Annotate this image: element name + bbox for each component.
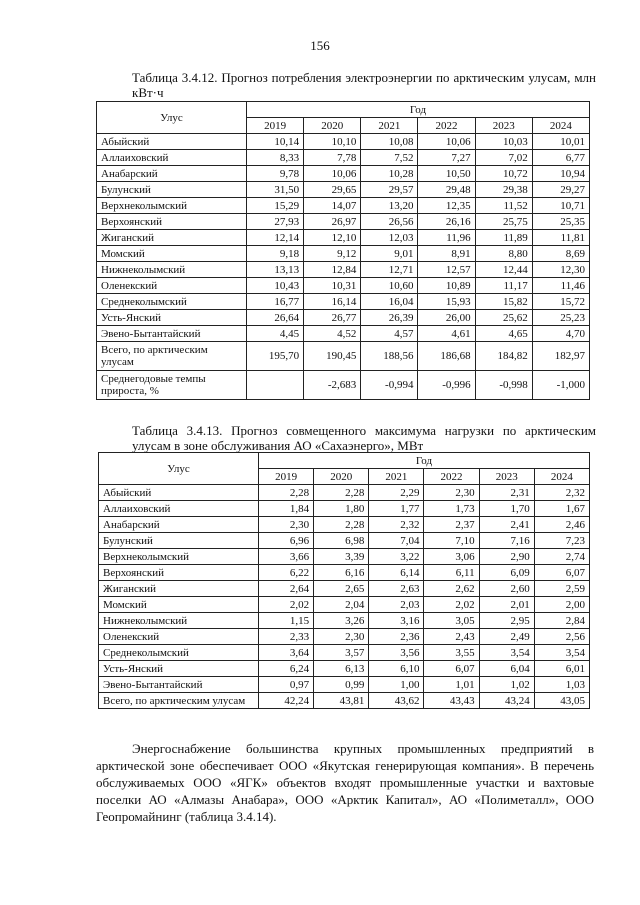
table-cell: 6,04 <box>479 661 534 677</box>
table-cell: 1,15 <box>259 613 314 629</box>
table-cell: 8,33 <box>247 150 304 166</box>
table-cell: 184,82 <box>475 342 532 371</box>
row-label: Эвено-Бытантайский <box>97 326 247 342</box>
table-cell: 6,07 <box>534 565 589 581</box>
table-cell: -0,998 <box>475 371 532 400</box>
table-cell: 15,93 <box>418 294 475 310</box>
table-cell: 1,00 <box>369 677 424 693</box>
table-cell: 2,37 <box>424 517 479 533</box>
table-cell: 11,89 <box>475 230 532 246</box>
table-cell: 6,96 <box>259 533 314 549</box>
table2-year-header: 2019 <box>259 469 314 485</box>
table-cell: 6,07 <box>424 661 479 677</box>
table-cell: 1,70 <box>479 501 534 517</box>
table-cell: 2,30 <box>314 629 369 645</box>
row-label: Нижнеколымский <box>97 262 247 278</box>
table-cell: 10,60 <box>361 278 418 294</box>
table-cell: 10,50 <box>418 166 475 182</box>
row-label: Абыйский <box>97 134 247 150</box>
row-label: Среднеколымский <box>97 294 247 310</box>
table-cell: 29,27 <box>532 182 589 198</box>
row-label: Анабарский <box>99 517 259 533</box>
table-cell: 2,74 <box>534 549 589 565</box>
table-cell: 10,28 <box>361 166 418 182</box>
table-cell: 9,18 <box>247 246 304 262</box>
table1-caption <box>96 70 596 100</box>
table-cell: 12,03 <box>361 230 418 246</box>
table-cell: 2,65 <box>314 581 369 597</box>
table-cell: 2,04 <box>314 597 369 613</box>
table-cell: 1,73 <box>424 501 479 517</box>
table-cell: 8,80 <box>475 246 532 262</box>
table-cell: 12,35 <box>418 198 475 214</box>
table-cell: 9,12 <box>304 246 361 262</box>
table-cell: 2,60 <box>479 581 534 597</box>
table-cell: 11,52 <box>475 198 532 214</box>
table-cell: 2,29 <box>369 485 424 501</box>
table-cell: 7,78 <box>304 150 361 166</box>
table-cell: 2,30 <box>424 485 479 501</box>
row-label: Верхоянский <box>99 565 259 581</box>
table-cell: 12,84 <box>304 262 361 278</box>
table-cell: 3,06 <box>424 549 479 565</box>
row-label: Оленекский <box>97 278 247 294</box>
table-cell: 3,56 <box>369 645 424 661</box>
table-cell: 10,06 <box>304 166 361 182</box>
table-cell: 29,48 <box>418 182 475 198</box>
table-cell: 3,39 <box>314 549 369 565</box>
table-cell: 10,08 <box>361 134 418 150</box>
table-cell: 2,03 <box>369 597 424 613</box>
table-row <box>99 549 590 565</box>
table-cell: 7,02 <box>475 150 532 166</box>
table-cell: 10,71 <box>532 198 589 214</box>
table2-year-header: 2024 <box>534 469 589 485</box>
table-cell: 188,56 <box>361 342 418 371</box>
table1-year-header: 2022 <box>418 118 475 134</box>
table-cell: 7,52 <box>361 150 418 166</box>
table-cell: 10,31 <box>304 278 361 294</box>
table-cell: 7,16 <box>479 533 534 549</box>
table-cell: 16,04 <box>361 294 418 310</box>
table-cell: 4,57 <box>361 326 418 342</box>
table-cell: 6,11 <box>424 565 479 581</box>
table-row <box>99 677 590 693</box>
table-cell: 2,02 <box>259 597 314 613</box>
table-cell: 1,01 <box>424 677 479 693</box>
table-cell: 10,43 <box>247 278 304 294</box>
table-cell: 25,23 <box>532 310 589 326</box>
table-cell: 6,01 <box>534 661 589 677</box>
table-cell: 2,31 <box>479 485 534 501</box>
table2-year-header: 2023 <box>479 469 534 485</box>
table-cell: 15,29 <box>247 198 304 214</box>
table-row <box>97 166 590 182</box>
page-number: 156 <box>310 38 330 53</box>
table-cell: 13,13 <box>247 262 304 278</box>
table-cell: 6,77 <box>532 150 589 166</box>
table-cell: 29,57 <box>361 182 418 198</box>
table-cell: 2,36 <box>369 629 424 645</box>
table-cell: 4,45 <box>247 326 304 342</box>
table-cell: 3,66 <box>259 549 314 565</box>
table-cell: 26,97 <box>304 214 361 230</box>
table-row <box>97 150 590 166</box>
table-cell: 12,57 <box>418 262 475 278</box>
table-cell: 16,77 <box>247 294 304 310</box>
table-row <box>99 597 590 613</box>
table-cell: 10,72 <box>475 166 532 182</box>
table-cell: 7,04 <box>369 533 424 549</box>
table-cell: 10,89 <box>418 278 475 294</box>
table-cell: 7,27 <box>418 150 475 166</box>
row-label: Верхнеколымский <box>99 549 259 565</box>
table-cell: 11,46 <box>532 278 589 294</box>
table-cell: 2,95 <box>479 613 534 629</box>
row-label: Момский <box>99 597 259 613</box>
table-cell: 29,65 <box>304 182 361 198</box>
row-label: Аллаиховский <box>99 501 259 517</box>
table2-header-god: Год <box>259 453 590 469</box>
table-row <box>97 246 590 262</box>
table-cell: 4,65 <box>475 326 532 342</box>
table-cell: 43,05 <box>534 693 589 709</box>
table-cell: 31,50 <box>247 182 304 198</box>
table-cell: 2,90 <box>479 549 534 565</box>
row-label: Булунский <box>97 182 247 198</box>
table-cell: 6,10 <box>369 661 424 677</box>
table-cell: 6,14 <box>369 565 424 581</box>
row-label: Усть-Янский <box>99 661 259 677</box>
table-cell: 7,10 <box>424 533 479 549</box>
table-cell: 6,98 <box>314 533 369 549</box>
table-cell: 29,38 <box>475 182 532 198</box>
table-cell: 26,00 <box>418 310 475 326</box>
table-row <box>97 278 590 294</box>
table-cell: 2,28 <box>314 485 369 501</box>
table-cell: 9,01 <box>361 246 418 262</box>
table-cell: 6,13 <box>314 661 369 677</box>
table-cell: 12,44 <box>475 262 532 278</box>
table-cell: 10,06 <box>418 134 475 150</box>
table-cell: 12,30 <box>532 262 589 278</box>
table-cell: -0,994 <box>361 371 418 400</box>
table-cell: 2,49 <box>479 629 534 645</box>
table-cell: 195,70 <box>247 342 304 371</box>
table-row <box>97 262 590 278</box>
table-row <box>99 661 590 677</box>
table-row <box>99 565 590 581</box>
table-cell: 42,24 <box>259 693 314 709</box>
table-row <box>97 342 590 371</box>
table1-year-header: 2019 <box>247 118 304 134</box>
table-cell: 6,16 <box>314 565 369 581</box>
table-cell: -1,000 <box>532 371 589 400</box>
row-label: Среднегодовые темпы прироста, % <box>97 371 247 400</box>
table2-caption <box>96 423 596 453</box>
table-cell: 1,02 <box>479 677 534 693</box>
table1-year-header: 2020 <box>304 118 361 134</box>
table-cell: 12,71 <box>361 262 418 278</box>
table-cell: 11,96 <box>418 230 475 246</box>
table1-header-god: Год <box>247 102 590 118</box>
table-cell: 4,61 <box>418 326 475 342</box>
table-cell: 43,24 <box>479 693 534 709</box>
body-paragraph: Энергоснабжение большинства крупных промышленных предприятий в арктической зоне обеспечивает ООО «Якутская генерирующая компания». В перечень обслуживаемых ООО «ЯГК» объектов входят промышленные участки и вахтовые поселки АО «Алмазы Анабара», ООО «Арктик Капитал», АО «Полиметалл», ООО Геопромайнинг (таблица 3.4.14). <box>96 741 594 824</box>
table-row <box>97 230 590 246</box>
table-cell: 25,35 <box>532 214 589 230</box>
row-label: Верхоянский <box>97 214 247 230</box>
table-cell: 2,59 <box>534 581 589 597</box>
table1-year-header: 2021 <box>361 118 418 134</box>
table-cell: 1,84 <box>259 501 314 517</box>
table-cell: 2,28 <box>259 485 314 501</box>
table-row <box>97 294 590 310</box>
table1-header-ulus: Улус <box>97 102 247 134</box>
table-cell: 11,81 <box>532 230 589 246</box>
table1-year-header: 2024 <box>532 118 589 134</box>
table-cell: 1,03 <box>534 677 589 693</box>
table-cell: 9,78 <box>247 166 304 182</box>
table-cell: 2,46 <box>534 517 589 533</box>
table-cell: 186,68 <box>418 342 475 371</box>
table-cell: 2,84 <box>534 613 589 629</box>
row-label: Жиганский <box>97 230 247 246</box>
table-cell: 190,45 <box>304 342 361 371</box>
row-label: Абыйский <box>99 485 259 501</box>
table-cell: 2,56 <box>534 629 589 645</box>
table-cell: 0,99 <box>314 677 369 693</box>
table-cell: 12,10 <box>304 230 361 246</box>
table-row <box>99 613 590 629</box>
row-label: Усть-Янский <box>97 310 247 326</box>
row-label: Оленекский <box>99 629 259 645</box>
table-row <box>99 645 590 661</box>
table-row <box>97 134 590 150</box>
table-cell: 16,14 <box>304 294 361 310</box>
table-cell: 25,62 <box>475 310 532 326</box>
table-cell: 10,01 <box>532 134 589 150</box>
table-cell: 43,62 <box>369 693 424 709</box>
table-cell: 2,01 <box>479 597 534 613</box>
table-cell: 26,77 <box>304 310 361 326</box>
table-cell: 2,02 <box>424 597 479 613</box>
table-cell: 3,22 <box>369 549 424 565</box>
table-cell: 6,22 <box>259 565 314 581</box>
table-cell: 3,05 <box>424 613 479 629</box>
table-cell: 10,94 <box>532 166 589 182</box>
table-cell: 26,16 <box>418 214 475 230</box>
table2-header-ulus: Улус <box>99 453 259 485</box>
table-row <box>99 533 590 549</box>
table-cell: 8,91 <box>418 246 475 262</box>
table-cell: 12,14 <box>247 230 304 246</box>
table-cell: -2,683 <box>304 371 361 400</box>
table-cell: 15,82 <box>475 294 532 310</box>
table-row <box>99 501 590 517</box>
table-cell: -0,996 <box>418 371 475 400</box>
table-row <box>97 326 590 342</box>
table1-caption-text: Таблица 3.4.12. Прогноз потребления электроэнергии по арктическим улусам, млн кВт·ч <box>132 70 596 100</box>
table-cell: 1,67 <box>534 501 589 517</box>
table-cell: 3,57 <box>314 645 369 661</box>
row-label: Всего, по арктическим улусам <box>97 342 247 371</box>
table-cell: 6,24 <box>259 661 314 677</box>
row-label: Всего, по арктическим улусам <box>99 693 259 709</box>
table-row <box>99 485 590 501</box>
table-cell: 25,75 <box>475 214 532 230</box>
table2-caption-text: Таблица 3.4.13. Прогноз совмещенного максимума нагрузки по арктическим улусам в зоне обслуживания АО «Сахаэнерго», МВт <box>132 423 596 453</box>
row-label: Среднеколымский <box>99 645 259 661</box>
table-cell: 27,93 <box>247 214 304 230</box>
table-cell: 13,20 <box>361 198 418 214</box>
table-cell: 2,43 <box>424 629 479 645</box>
table-cell: 2,32 <box>369 517 424 533</box>
table-row <box>97 182 590 198</box>
table2-year-header: 2022 <box>424 469 479 485</box>
table-row <box>97 198 590 214</box>
table1-power-consumption <box>96 101 590 400</box>
table-cell: 2,30 <box>259 517 314 533</box>
table-cell: 3,16 <box>369 613 424 629</box>
table-cell: 3,54 <box>479 645 534 661</box>
table-cell: 2,28 <box>314 517 369 533</box>
table-cell: 1,80 <box>314 501 369 517</box>
row-label: Аллаиховский <box>97 150 247 166</box>
table-cell: 2,00 <box>534 597 589 613</box>
table2-year-header: 2021 <box>369 469 424 485</box>
table-cell: 3,54 <box>534 645 589 661</box>
table-cell: 4,70 <box>532 326 589 342</box>
table-cell <box>247 371 304 400</box>
table-cell: 8,69 <box>532 246 589 262</box>
table-cell: 26,39 <box>361 310 418 326</box>
table-cell: 7,23 <box>534 533 589 549</box>
table-row <box>97 371 590 400</box>
table-cell: 10,03 <box>475 134 532 150</box>
row-label: Нижнеколымский <box>99 613 259 629</box>
table-cell: 43,81 <box>314 693 369 709</box>
row-label: Верхнеколымский <box>97 198 247 214</box>
table-cell: 43,43 <box>424 693 479 709</box>
table-cell: 3,26 <box>314 613 369 629</box>
table-cell: 2,63 <box>369 581 424 597</box>
table-row <box>99 581 590 597</box>
table-cell: 2,64 <box>259 581 314 597</box>
table-cell: 3,64 <box>259 645 314 661</box>
table-cell: 14,07 <box>304 198 361 214</box>
table-cell: 2,33 <box>259 629 314 645</box>
table-cell: 26,56 <box>361 214 418 230</box>
table-cell: 2,62 <box>424 581 479 597</box>
table-cell: 0,97 <box>259 677 314 693</box>
table-cell: 10,10 <box>304 134 361 150</box>
table-cell: 15,72 <box>532 294 589 310</box>
table-cell: 3,55 <box>424 645 479 661</box>
table-cell: 2,32 <box>534 485 589 501</box>
table-row <box>99 693 590 709</box>
table-cell: 182,97 <box>532 342 589 371</box>
row-label: Булунский <box>99 533 259 549</box>
table2-year-header: 2020 <box>314 469 369 485</box>
row-label: Анабарский <box>97 166 247 182</box>
table-cell: 4,52 <box>304 326 361 342</box>
row-label: Эвено-Бытантайский <box>99 677 259 693</box>
table1-year-header: 2023 <box>475 118 532 134</box>
row-label: Жиганский <box>99 581 259 597</box>
table-cell: 2,41 <box>479 517 534 533</box>
table-cell: 6,09 <box>479 565 534 581</box>
table-cell: 10,14 <box>247 134 304 150</box>
row-label: Момский <box>97 246 247 262</box>
table-cell: 26,64 <box>247 310 304 326</box>
table-cell: 11,17 <box>475 278 532 294</box>
table-row <box>97 214 590 230</box>
table-row <box>97 310 590 326</box>
table-row <box>99 517 590 533</box>
table-cell: 1,77 <box>369 501 424 517</box>
table-row <box>99 629 590 645</box>
table2-peak-load <box>98 452 590 709</box>
